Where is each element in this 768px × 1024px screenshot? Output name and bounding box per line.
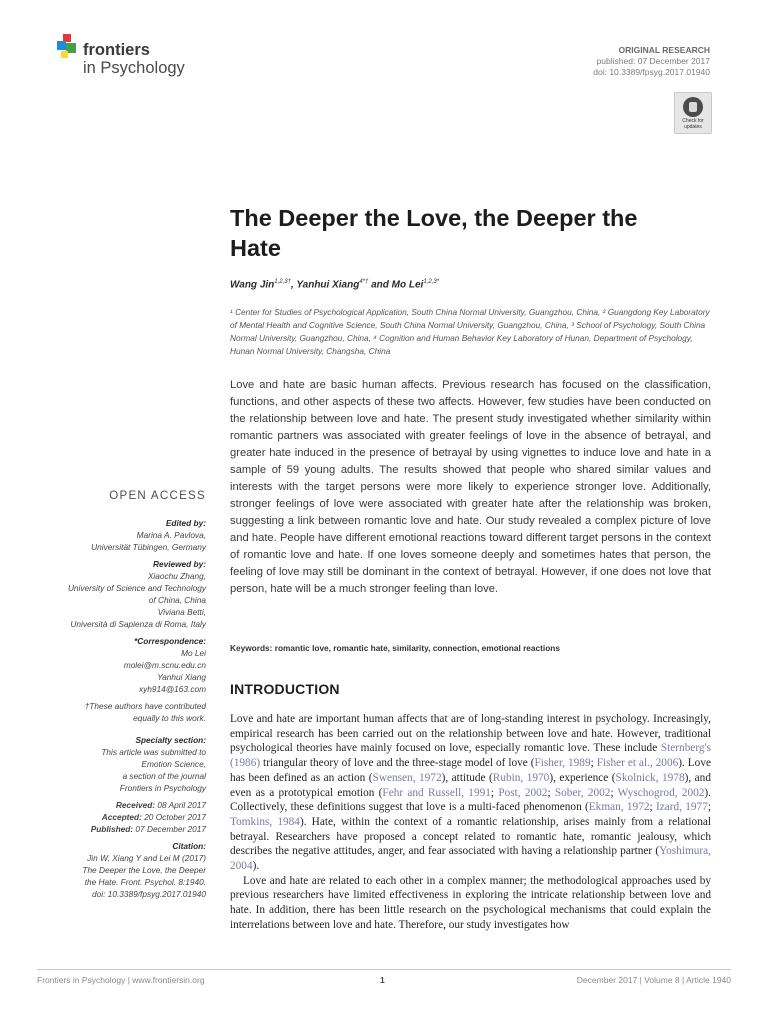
body-paragraph: Love and hate are related to each other in a complex manner; the methodological approaches used by previous researchers have limited effectiveness in exploring the intricate relationship between love and hate. In addition, there has been little research on the psychological mechanisms that could explain the interrelations between love and hate. Therefore, our study investigates how (230, 874, 711, 931)
body-text-segment: ). Love has been defined as an action ( (230, 757, 711, 784)
body-text-segment: ), and even as a prototypical emotion ( (230, 771, 711, 799)
reviewed-by-label: Reviewed by: (152, 559, 206, 569)
body-text (230, 712, 711, 933)
reviewer-affiliation: University of Science and Technology (67, 583, 206, 593)
author-separator: , (290, 279, 297, 291)
equal-contribution-note: †These authors have contributed (84, 701, 206, 711)
author-affiliation-mark: 4*† (359, 279, 369, 285)
specialty-text: Emotion Science, (141, 759, 206, 769)
logo-journal-text: in Psychology (83, 59, 185, 77)
article-title: The Deeper the Love, the Deeper the Hate (230, 205, 638, 261)
reviewer-name[interactable]: Viviana Betti, (157, 607, 206, 617)
author-name[interactable]: Mo Lei (391, 279, 424, 291)
specialty-text: Frontiers in Psychology (119, 783, 206, 793)
body-text-segment: ). Collectively, these definitions suggest that love is a multi-faced phenomenon ( (230, 786, 711, 814)
citation-link[interactable]: Fisher et al., 2006 (596, 757, 679, 770)
citation-link[interactable]: Tomkins, 1984 (230, 815, 300, 828)
citation-text: Jin W, Xiang Y and Lei M (2017) (87, 853, 206, 863)
citation-link[interactable]: Fehr and Russell, 1991 (382, 786, 491, 799)
citation-label: Citation: (172, 841, 206, 851)
footer-issue-info: December 2017 | Volume 8 | Article 1940 (576, 975, 731, 985)
citation-link[interactable]: Sternberg's (1986) (230, 742, 711, 770)
citation-link[interactable]: Skolnick, 1978 (615, 771, 685, 784)
check-for-updates-badge[interactable] (674, 92, 712, 134)
citation-link[interactable]: Yoshimura, 2004 (230, 845, 711, 873)
body-text-segment: ; (590, 757, 597, 770)
citation-link[interactable]: Izard, 1977 (655, 801, 708, 814)
author-affiliation-mark: 1,2,3* (423, 279, 440, 285)
author-affiliation-mark: 1,2,3† (274, 279, 291, 285)
correspondent-name: Mo Lei (181, 648, 206, 658)
article-header-meta (593, 45, 710, 78)
article-type: ORIGINAL RESEARCH (618, 45, 710, 55)
received-date: Received: 08 April 2017 (115, 800, 206, 810)
correspondence-label: *Correspondence: (134, 636, 206, 646)
citation-link[interactable]: Ekman, 1972 (588, 801, 650, 814)
body-text-segment: ), experience ( (549, 771, 616, 784)
specialty-text: a section of the journal (122, 771, 206, 781)
section-heading-introduction: INTRODUCTION (230, 681, 340, 697)
citation-link[interactable]: Sober, 2002 (554, 786, 611, 799)
open-access-label: OPEN ACCESS (109, 490, 206, 502)
abstract: Love and hate are basic human affects. Previous research has focused on the classification, functions, and other aspects of these two affects. However, few studies have been conducted on the relationship between love and hate. The present study investigated whether similarity within romantic partners was associated with greater feelings of love in the absence of betrayal, and greater hate induced in the presence of betrayal by using vignettes to induce love and hate in a sample of 59 young adults. The results showed that people who shared similar values and interests with the target persons were more likely to experience stronger love. Additionally, stronger feelings of love were associated with greater hate after the relationship was broken, suggesting a link between romantic love and hate. Our study revealed a complex picture of love and hate. People have different emotional reactions toward different target persons in the context of romantic love and hate. If one loves someone deeply and sometimes hates that person, the feeling of love may still be dominant in the context of betrayal. However, if one does not love that person, hate will be a much stronger feeling than love. (230, 379, 711, 595)
reviewer-affiliation: Università di Sapienza di Roma, Italy (70, 619, 206, 629)
accepted-date: Accepted: 20 October 2017 (101, 812, 206, 822)
article-info-sidebar (0, 517, 206, 900)
author-name[interactable]: Yanhui Xiang (296, 279, 360, 291)
citation-link[interactable]: Fisher, 1989 (534, 757, 591, 770)
body-text-segment: ), attitude ( (441, 771, 493, 784)
author-separator: and (368, 279, 392, 291)
editor-name[interactable]: Marina A. Pavlova, (136, 530, 206, 540)
correspondent-email-link[interactable]: molei@m.scnu.edu.cn (123, 660, 206, 670)
keywords: Keywords: romantic love, romantic hate, similarity, connection, emotional reactions (230, 643, 560, 653)
author-list (230, 279, 439, 290)
citation-link[interactable]: Wyschogrod, 2002 (617, 786, 705, 799)
correspondent-email-link[interactable]: xyh914@163.com (139, 684, 206, 694)
body-text-segment: ). (252, 860, 260, 873)
header-doi: doi: 10.3389/fpsyg.2017.01940 (593, 67, 710, 77)
reviewer-affiliation: of China, China (148, 595, 206, 605)
check-badge-label: Check for updates (682, 118, 704, 130)
citation-doi-link[interactable]: doi: 10.3389/fpsyg.2017.01940 (92, 889, 206, 899)
published-date: published: 07 December 2017 (596, 56, 710, 66)
bookmark-icon (683, 97, 703, 117)
affiliations: ¹ Center for Studies of Psychological Application, South China Normal University, Guangzhou, China, ² Guangdong Key Laboratory of Mental Health and Cognitive Science, South China Normal University, Guangzhou, China, ³ School of Psychology, South China Normal University, Guangzhou, China, ⁴ Cognition and Human Behavior Key Laboratory of Hunan, Department of Psychology, Hunan Normal University, Changsha, China (230, 307, 710, 356)
citation-link[interactable]: Swensen, 1972 (372, 771, 442, 784)
body-text-segment: ; (490, 786, 499, 799)
citation-text: the Hate. Front. Psychol. 8:1940. (84, 877, 206, 887)
edited-by-label: Edited by: (165, 518, 206, 528)
logo-brand-text: frontiers (83, 41, 150, 59)
equal-contribution-note: equally to this work. (133, 713, 206, 723)
body-text-segment: ; (610, 786, 618, 799)
body-text-segment: ; (649, 801, 656, 814)
page-number: 1 (380, 975, 385, 985)
published-date-sidebar: Published: 07 December 2017 (90, 824, 206, 834)
body-text-segment: ; (707, 801, 711, 814)
body-text-segment: ; (547, 786, 555, 799)
body-text-segment: triangular theory of love and the three-stage model of love ( (260, 757, 535, 770)
editor-affiliation: Universität Tübingen, Germany (91, 542, 206, 552)
specialty-section-label: Specialty section: (135, 735, 206, 745)
citation-link[interactable]: Post, 2002 (498, 786, 548, 799)
author-name[interactable]: Wang Jin (230, 279, 275, 291)
reviewer-name[interactable]: Xiaochu Zhang, (147, 571, 206, 581)
specialty-text: This article was submitted to (101, 747, 206, 757)
citation-text: The Deeper the Love, the Deeper (82, 865, 206, 875)
body-text-segment: Love and hate are important human affects that are of long-standing interest in psychology. Increasingly, empirical research has been carried out on the relationship between love and hate. However, traditional psychological theories have mainly focused on love, especially romantic love. These include (230, 713, 711, 755)
frontiers-logo-icon (57, 34, 81, 60)
body-paragraph (230, 712, 711, 874)
correspondent-name: Yanhui Xiang (157, 672, 206, 682)
footer-divider (37, 969, 731, 970)
footer-journal-link[interactable]: Frontiers in Psychology | www.frontiersin.org (37, 975, 205, 985)
citation-link[interactable]: Rubin, 1970 (492, 771, 550, 784)
journal-logo[interactable] (57, 34, 217, 84)
body-text-segment: ). Hate, within the context of a romantic relationship, arises mainly from a relational betrayal. Researchers have proposed a concept related to romantic hate, romantic jealousy, which describes the negative attitudes, anger, and fear associated with having a relationship partner ( (230, 815, 711, 858)
